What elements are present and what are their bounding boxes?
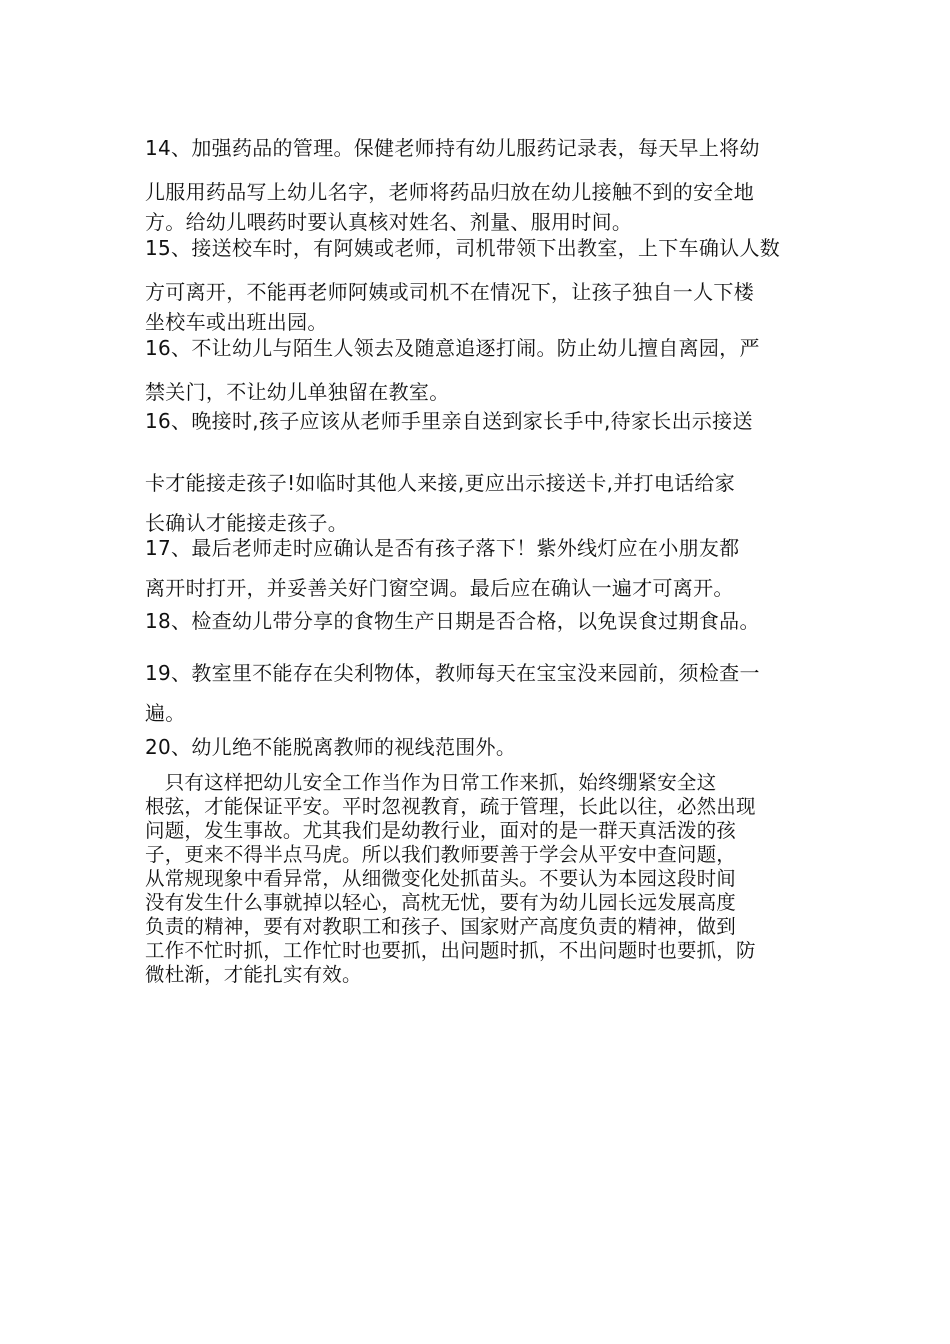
rule-item-20	[145, 732, 810, 762]
text-line: 儿服用药品写上幼儿名字，老师将药品归放在幼儿接触不到的安全地	[145, 180, 754, 204]
text-line: 方。给幼儿喂药时要认真核对姓名、剂量、服用时间。	[145, 210, 633, 234]
text-line: 14、加强药品的管理。保健老师持有幼儿服药记录表，每天早上将幼	[145, 136, 760, 160]
text-line: 子，更来不得半点马虎。所以我们教师要善于学会从平安中查问题，	[145, 843, 737, 866]
text-line: 18、检查幼儿带分享的食物生产日期是否合格，以免误食过期食品。	[145, 609, 760, 633]
text-line: 16、不让幼儿与陌生人领去及随意追逐打闹。防止幼儿擅自离园，严	[145, 336, 760, 360]
text-line: 从常规现象中看异常，从细微变化处抓苗头。不要认为本园这段时间	[145, 867, 737, 890]
text-line: 禁关门，不让幼儿单独留在教室。	[145, 380, 450, 404]
text-line: 坐校车或出班出园。	[145, 310, 328, 334]
rule-item-16b	[145, 406, 810, 538]
text-line: 长确认才能接走孩子。	[145, 511, 348, 535]
text-line: 离开时打开，并妥善关好门窗空调。最后应在确认一遍才可离开。	[145, 576, 734, 600]
rule-item-17	[145, 533, 810, 603]
rule-item-14	[145, 133, 810, 237]
text-line: 问题，发生事故。尤其我们是幼教行业，面对的是一群天真活泼的孩	[145, 819, 737, 842]
text-line: 17、最后老师走时应确认是否有孩子落下！紫外线灯应在小朋友都	[145, 536, 740, 560]
text-line: 19、教室里不能存在尖利物体，教师每天在宝宝没来园前，须检查一	[145, 661, 760, 685]
text-line: 根弦，才能保证平安。平时忽视教育，疏于管理，长此以往，必然出现	[145, 795, 756, 818]
text-line: 卡才能接走孩子!如临时其他人来接,更应出示接送卡,并打电话给家	[145, 471, 736, 495]
rule-item-15	[145, 233, 810, 337]
text-line: 只有这样把幼儿安全工作当作为日常工作来抓，始终绷紧安全这	[145, 771, 717, 794]
text-line: 工作不忙时抓，工作忙时也要抓，出问题时抓，不出问题时也要抓，防	[145, 939, 756, 962]
text-line: 负责的精神，要有对教职工和孩子、国家财产高度负责的精神，做到	[145, 915, 737, 938]
text-line: 微杜渐，才能扎实有效。	[145, 963, 362, 986]
text-line: 没有发生什么事就掉以轻心，高枕无忧，要有为幼儿园长远发展高度	[145, 891, 737, 914]
rule-item-16a	[145, 333, 810, 407]
text-line: 20、幼儿绝不能脱离教师的视线范围外。	[145, 735, 517, 759]
text-line: 遍。	[145, 701, 186, 725]
rule-item-18	[145, 606, 810, 636]
text-line: 方可离开，不能再老师阿姨或司机不在情况下，让孩子独自一人下楼	[145, 280, 754, 304]
summary-paragraph	[145, 771, 810, 987]
text-line: 16、晚接时,孩子应该从老师手里亲自送到家长手中,待家长出示接送	[145, 409, 753, 433]
rule-item-19	[145, 658, 810, 728]
text-line: 15、接送校车时，有阿姨或老师，司机带领下出教室，上下车确认人数	[145, 236, 781, 260]
